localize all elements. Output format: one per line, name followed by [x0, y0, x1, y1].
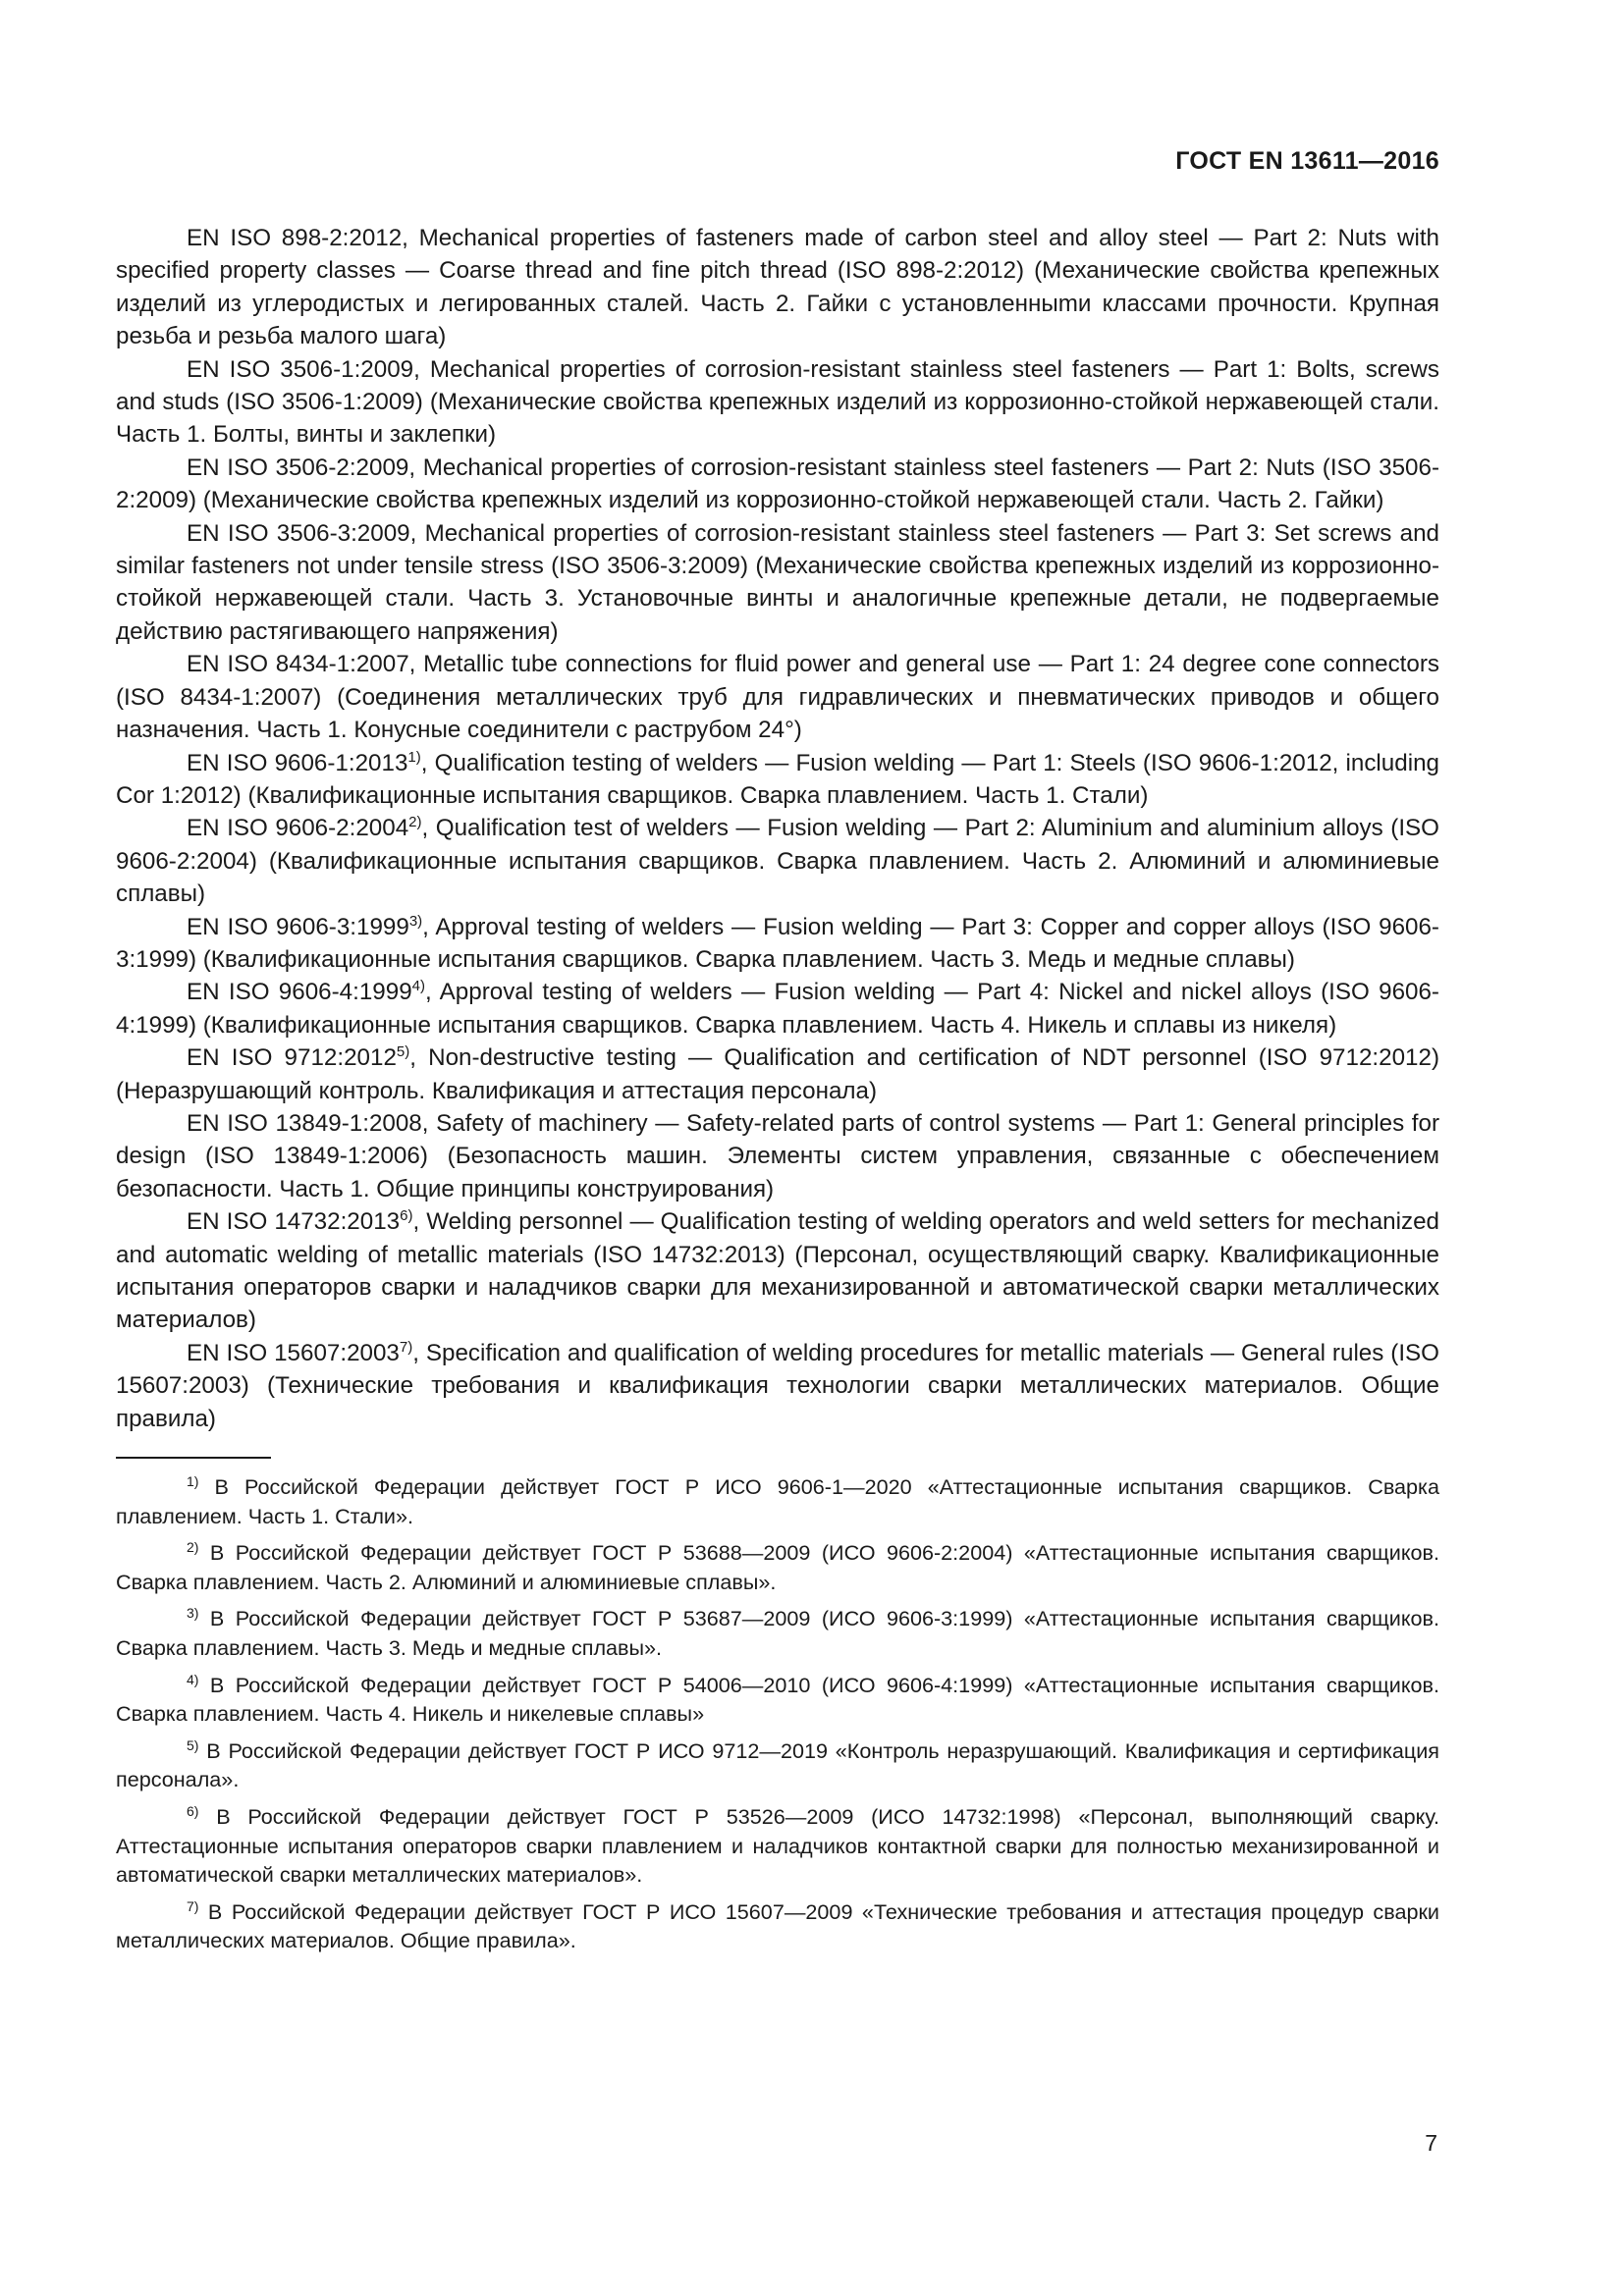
footnote-divider [116, 1457, 271, 1459]
footnote-marker[interactable]: 2) [408, 814, 422, 831]
footnote-item: $^{7)}$ В Российской Федерации действует ГОСТ Р ИСО 15607—2009 «Технические требования и аттестация процедур сварки металлических материалов. Общие правила». [116, 1897, 1439, 1953]
footnote-item: $^{1)}$ В Российской Федерации действует ГОСТ Р ИСО 9606-1—2020 «Аттестационные испытания сварщиков. Сварка плавлением. Часть 1. Стали». [116, 1473, 1439, 1528]
footnote-marker[interactable]: 4) [411, 978, 425, 995]
document-header: ГОСТ EN 13611—2016 [1175, 147, 1439, 175]
footnote-marker[interactable]: 1) [407, 748, 421, 766]
reference-item: EN ISO 8434-1:2007, Metallic tube connections for fluid power and general use — Part 1: 24 degree cone connectors (ISO 8434-1:2007) (Соединения металлических труб для гидравлических и пневматических приводов и общего назначения. Часть 1. Конусные соединители с раструбом 24°) [116, 651, 1439, 744]
footnote-item: $^{4)}$ В Российской Федерации действует ГОСТ Р 54006—2010 (ИСО 9606-4:1999) «Аттестационные испытания сварщиков. Сварка плавлением. Часть 4. Никель и никелевые сплавы» [116, 1671, 1439, 1727]
reference-item: EN ISO 3506-1:2009, Mechanical properties of corrosion-resistant stainless steel fasteners — Part 1: Bolts, screws and studs (ISO 3506-1:2009) (Механические свойства крепежных изделий из коррозионно-стойкой нержавеющей стали. Часть 1. Болты, винты и заклепки) [116, 355, 1439, 449]
footnote-marker[interactable]: 3) [408, 912, 423, 930]
reference-item: EN ISO 898-2:2012, Mechanical properties of fasteners made of carbon steel and alloy steel — Part 2: Nuts with specified property classes — Coarse thread and fine pitch thread (ISO 898-2:2012) (Механические свойства крепежных изделий из углеродистых и легированных сталей. Часть 2. Гайки с установленныmи классами прочности. Крупная резьба и резьба малого шага) [116, 225, 1439, 350]
reference-item: EN ISO 3506-2:2009, Mechanical properties of corrosion-resistant stainless steel fasteners — Part 2: Nuts (ISO 3506-2:2009) (Механические свойства крепежных изделий из коррозионно-стойкой нержавеющей стали. Часть 2. Гайки) [116, 454, 1439, 514]
footnote-item: $^{2)}$ В Российской Федерации действует ГОСТ Р 53688—2009 (ИСО 9606-2:2004) «Аттестационные испытания сварщиков. Сварка плавлением. Часть 2. Алюминий и алюминиевые сплавы». [116, 1539, 1439, 1594]
footnote-marker[interactable]: 5) [396, 1043, 410, 1061]
reference-item: EN ISO 9712:2012$^{5)}$, Non-destructive testing — Qualification and certification of NDT personnel (ISO 9712:2012) (Неразрушающий контроль. Квалификация и аттестация персонала) [116, 1043, 1439, 1104]
reference-item: EN ISO 15607:2003$^{7)}$, Specification and qualification of welding procedures for metallic materials — General rules (ISO 15607:2003) (Технические требования и квалификация технологии сварки металлических материалов. Общие правила) [116, 1338, 1439, 1432]
footnote-item: $^{6)}$ В Российской Федерации действует ГОСТ Р 53526—2009 (ИСО 14732:1998) «Персонал, выполняющий сварку. Аттестационные испытания операторов сварки плавлением и наладчиков контактной сварки для полностью механизированной и автоматической сварки металлических материалов». [116, 1802, 1439, 1888]
footnote-item: $^{3)}$ В Российской Федерации действует ГОСТ Р 53687—2009 (ИСО 9606-3:1999) «Аттестационные испытания сварщиков. Сварка плавлением. Часть 3. Медь и медные сплавы». [116, 1605, 1439, 1660]
reference-item: EN ISO 9606-3:1999$^{3)}$, Approval testing of welders — Fusion welding — Part 3: Copper and copper alloys (ISO 9606-3:1999) (Квалификационные испытания сварщиков. Сварка плавлением. Часть 3. Медь и медные сплавы) [116, 912, 1439, 973]
normative-references [116, 222, 1439, 1435]
reference-item: EN ISO 13849-1:2008, Safety of machinery — Safety-related parts of control systems — Part 1: General principles for design (ISO 13849-1:2006) (Безопасность машин. Элементы систем управления, связанные с обеспечением безопасности. Часть 1. Общие принципы конструирования) [116, 1109, 1439, 1202]
footnotes [116, 1472, 1439, 1955]
footnote-marker[interactable]: 7) [399, 1338, 413, 1356]
page-number: 7 [1425, 2130, 1437, 2156]
page-body [116, 222, 1439, 1963]
footnote-marker[interactable]: 6) [400, 1207, 413, 1225]
reference-item: EN ISO 14732:2013$^{6)}$, Welding personnel — Qualification testing of welding operators and weld setters for mechanized and automatic welding of metallic materials (ISO 14732:2013) (Персонал, осуществляющий сварку. Квалификационные испытания операторов сварки и наладчиков сварки для механизированной и автоматической сварки металлических материалов) [116, 1207, 1440, 1334]
footnote-item: $^{5)}$ В Российской Федерации действует ГОСТ Р ИСО 9712—2019 «Контроль неразрушающий. Квалификация и сертификация персонала». [116, 1736, 1439, 1792]
reference-item: EN ISO 9606-2:2004$^{2)}$, Qualification test of welders — Fusion welding — Part 2: Aluminium and aluminium alloys (ISO 9606-2:2004) (Квалификационные испытания сварщиков. Сварка плавлением. Часть 2. Алюминий и алюминиевые сплавы) [116, 814, 1439, 908]
reference-item: EN ISO 9606-1:2013$^{1)}$, Qualification testing of welders — Fusion welding — Part 1: Steels (ISO 9606-1:2012, including Cor 1:2012) (Квалификационные испытания сварщиков. Сварка плавлением. Часть 1. Стали) [116, 748, 1439, 809]
reference-item: EN ISO 9606-4:1999$^{4)}$, Approval testing of welders — Fusion welding — Part 4: Nickel and nickel alloys (ISO 9606-4:1999) (Квалификационные испытания сварщиков. Сварка плавлением. Часть 4. Никель и сплавы из никеля) [116, 978, 1439, 1039]
reference-item: EN ISO 3506-3:2009, Mechanical properties of corrosion-resistant stainless steel fasteners — Part 3: Set screws and similar fasteners not under tensile stress (ISO 3506-3:2009) (Механические свойства крепежных изделий из коррозионно-стойкой нержавеющей стали. Часть 3. Установочные винты и аналогичные крепежные детали, не подвергаемые действию растягивающего напряжения) [116, 519, 1439, 645]
